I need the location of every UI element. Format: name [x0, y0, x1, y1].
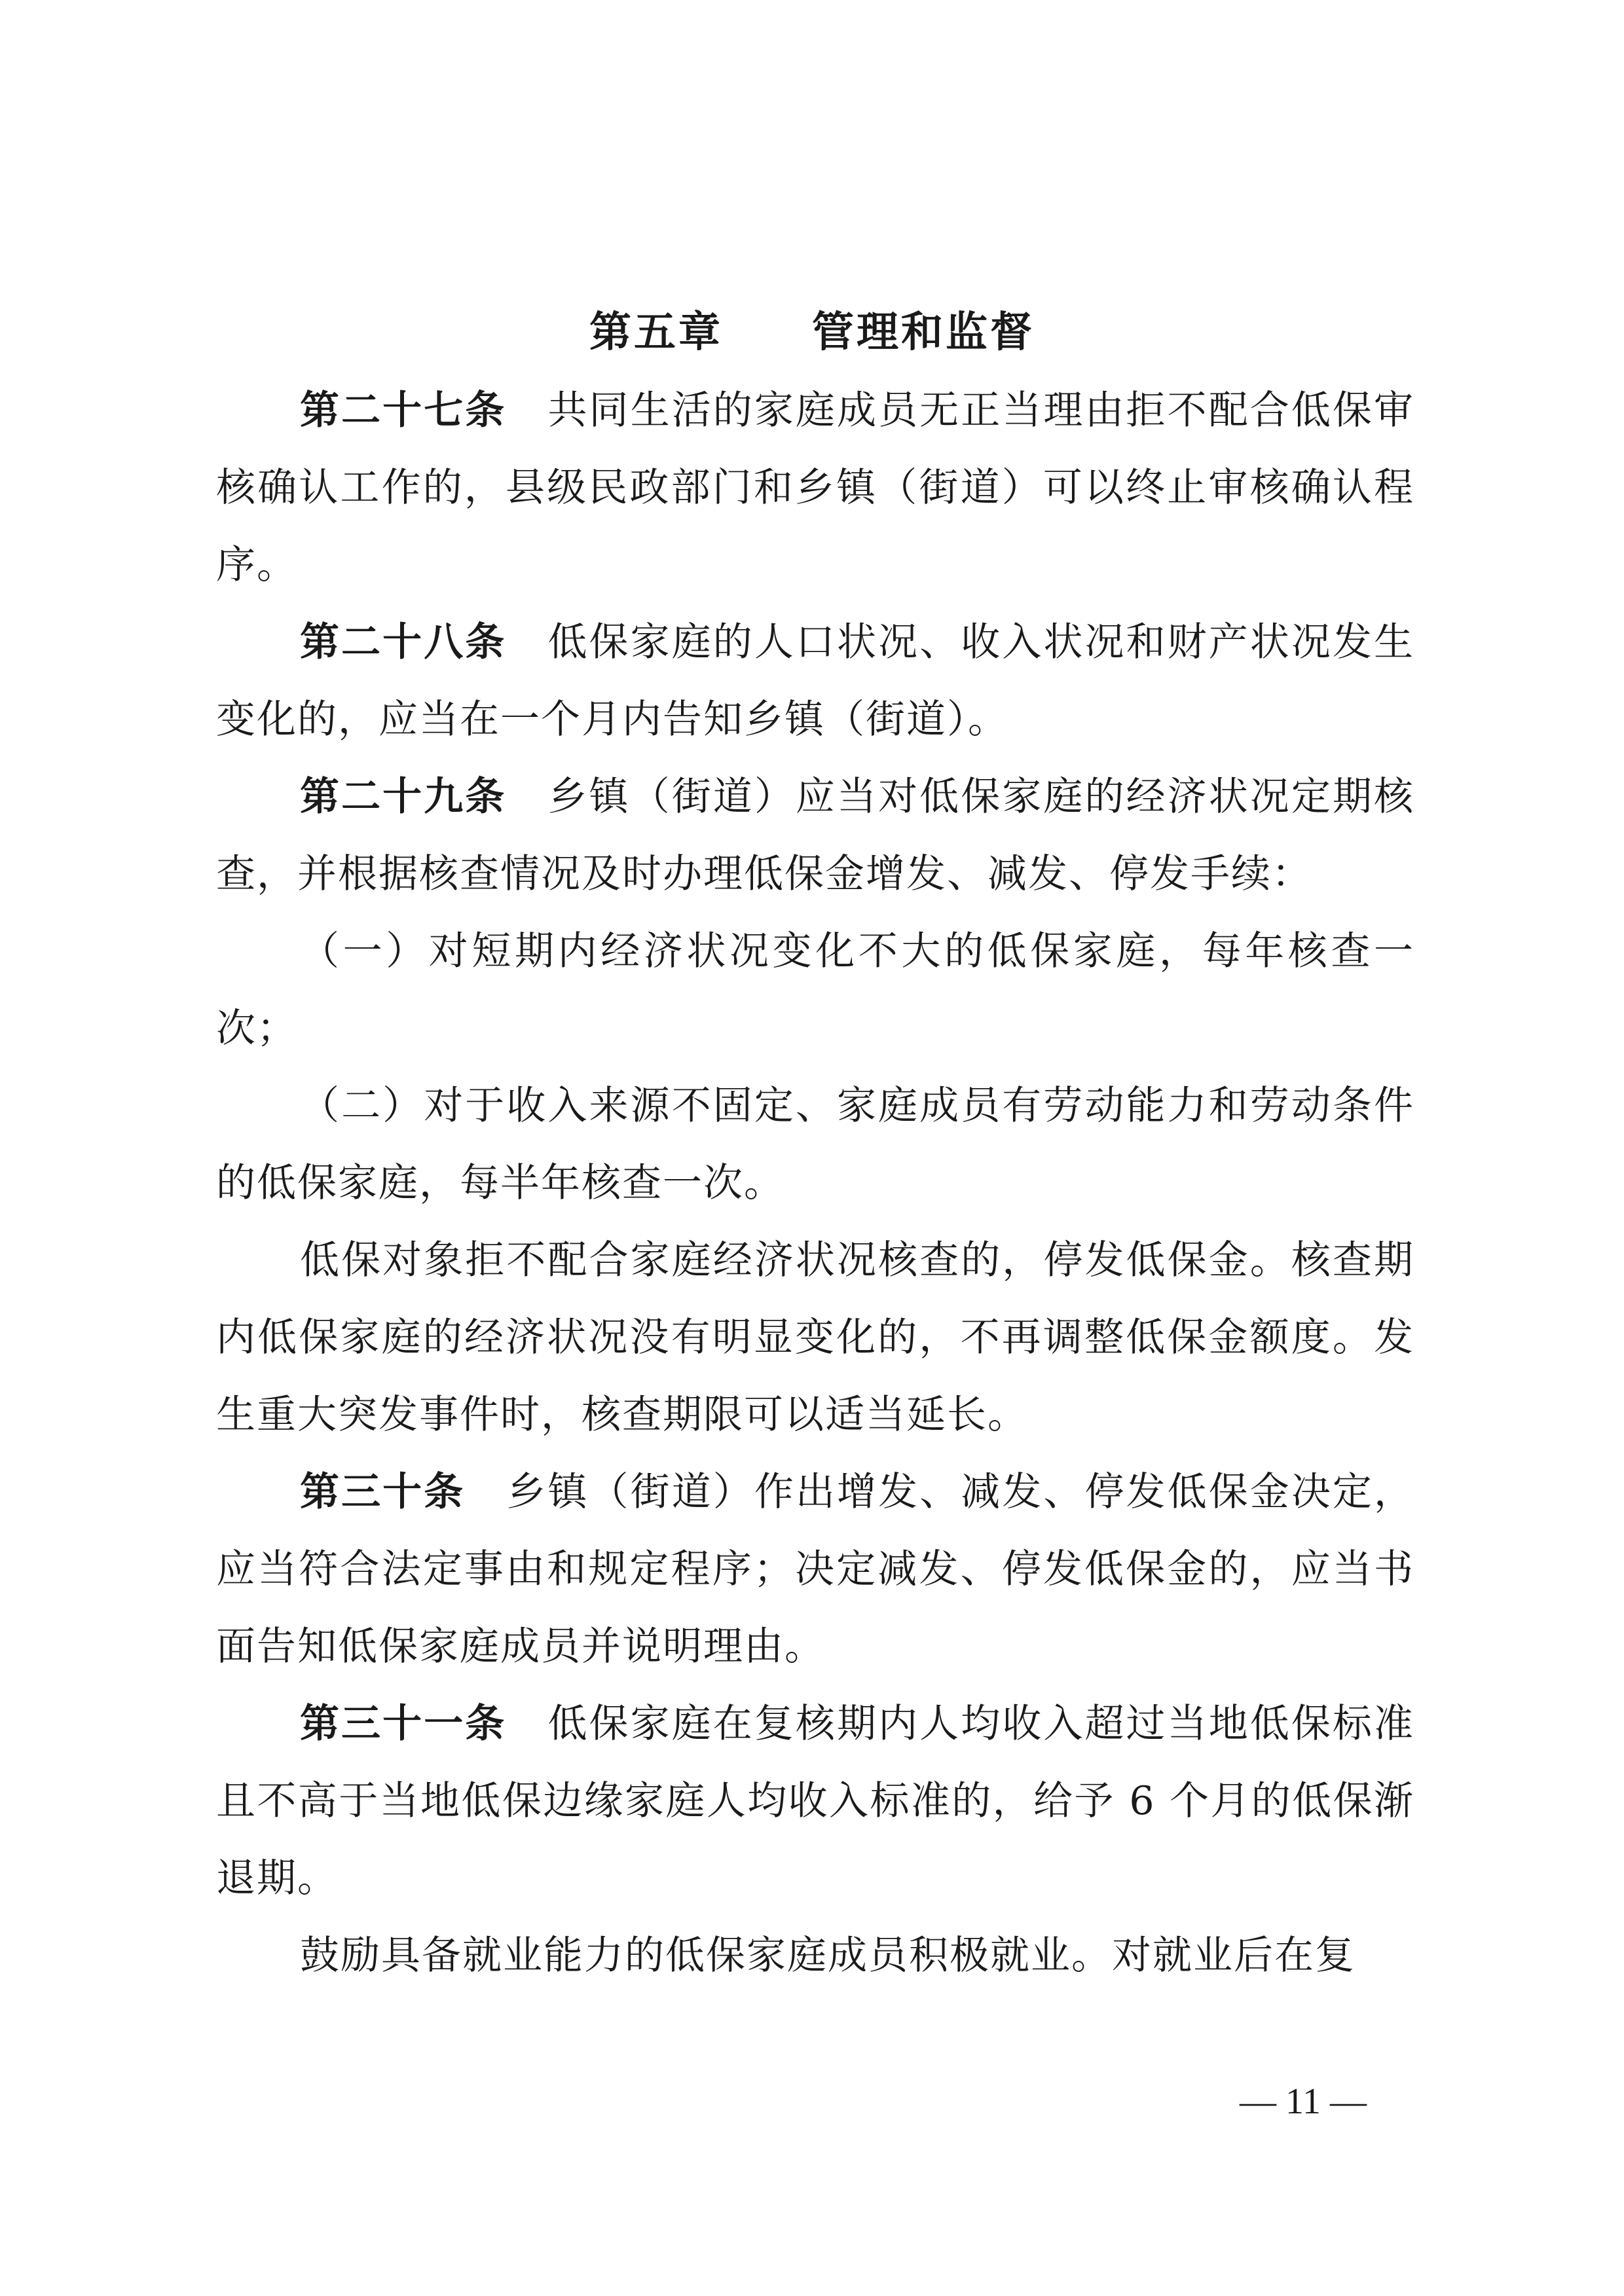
- paragraph-text: 低保对象拒不配合家庭经济状况核查的，停发低保金。核查期内低保家庭的经济状况没有明显变化的，不再调整低保金额度。发生重大突发事件时，核查期限可以适当延长。: [216, 1237, 1414, 1438]
- article-heading: 第二十八条: [300, 619, 507, 665]
- article-heading: 第二十七条: [300, 388, 507, 433]
- list-item-text: （二）对于收入来源不固定、家庭成员有劳动能力和劳动条件的低保家庭，每半年核查一次。: [216, 1083, 1414, 1206]
- list-item-text: （一）对短期内经济状况变化不大的低保家庭，每年核查一次；: [216, 928, 1414, 1051]
- list-item-1: [216, 913, 1414, 1067]
- chapter-title: 第五章 管理和监督: [589, 308, 1035, 357]
- article-28-paragraph: [216, 604, 1414, 758]
- article-30-paragraph: [216, 1453, 1414, 1685]
- article-text: 低保家庭的人口状况、收入状况和财产状况发生变化的，应当在一个月内告知乡镇（街道）。: [216, 619, 1415, 742]
- document-body: [216, 372, 1414, 1994]
- article-text: 乡镇（街道）应当对低保家庭的经济状况定期核查，并根据核查情况及时办理低保金增发、减发、停发手续：: [216, 774, 1415, 897]
- list-item-2: [216, 1067, 1414, 1222]
- article-heading: 第二十九条: [300, 774, 507, 820]
- page-number: — 11 —: [1240, 2081, 1367, 2122]
- article-text: 共同生活的家庭成员无正当理由拒不配合低保审核确认工作的，县级民政部门和乡镇（街道）可以终止审核确认程序。: [216, 388, 1415, 588]
- article-29-paragraph: [216, 758, 1414, 913]
- article-text: 低保家庭在复核期内人均收入超过当地低保标准且不高于当地低保边缘家庭人均收入标准的，给予 6 个月的低保渐退期。: [216, 1701, 1415, 1901]
- paragraph-text: 鼓励具备就业能力的低保家庭成员积极就业。对就业后在复: [300, 1933, 1356, 1978]
- body-paragraph: [216, 1917, 1414, 1994]
- article-heading: 第三十一条: [300, 1701, 507, 1747]
- article-text: 乡镇（街道）作出增发、减发、停发低保金决定，应当符合法定事由和规定程序；决定减发、停发低保金的，应当书面告知低保家庭成员并说明理由。: [216, 1469, 1415, 1669]
- article-31-paragraph: [216, 1685, 1414, 1917]
- body-paragraph: [216, 1222, 1414, 1453]
- article-heading: 第三十条: [300, 1469, 466, 1515]
- article-27-paragraph: [216, 372, 1414, 604]
